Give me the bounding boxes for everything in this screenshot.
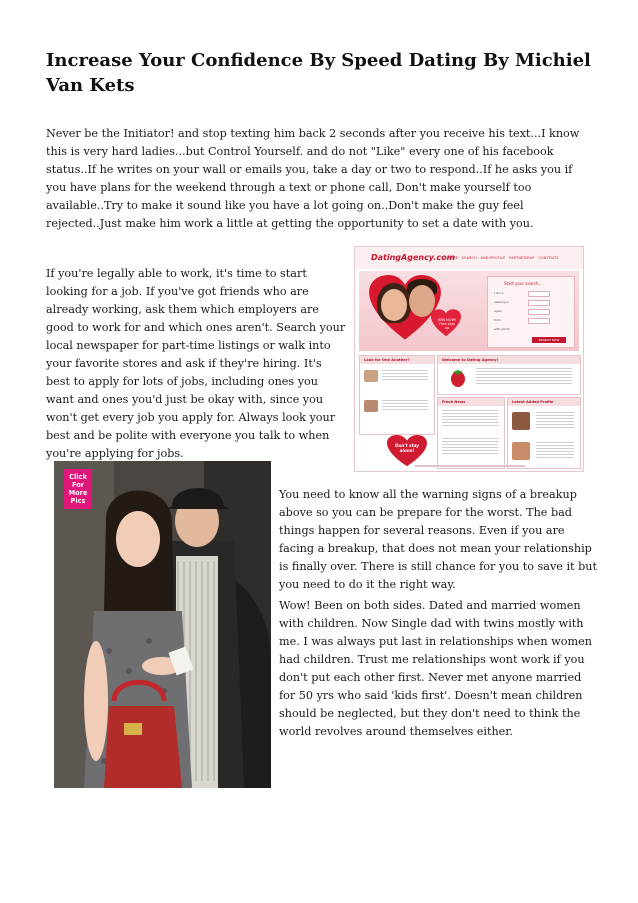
dating-agency-image: [354, 246, 584, 472]
dating-logo: DatingAgency.com: [371, 253, 455, 262]
latest-panel: [507, 397, 581, 469]
welcome-panel-heading: Welcome to Dating Agency!: [438, 356, 580, 364]
badge-line: Click: [69, 473, 87, 481]
latest-panel-heading: Latest Added Profile: [508, 398, 580, 406]
dating-footer: [415, 465, 525, 467]
badge-line: For: [71, 481, 85, 489]
welcome-panel: [437, 355, 581, 395]
search-now-button: SEARCH NOW: [532, 337, 566, 343]
look-panel-heading: Look for One Another?: [360, 356, 434, 364]
news-panel-heading: Fresh News: [438, 398, 504, 406]
badge-line: More: [68, 489, 88, 497]
paragraph-breakup: You need to know all the warning signs of a breakup above so you can be prepare for the worst. The bad things happen for several reasons. Even if you are facing a breakup, that does not mean your relationship is finally over. There is still chance for you to save it but you need to do it the right way.: [279, 488, 597, 591]
page-title: Increase Your Confidence By Speed Dating By Michiel Van Kets: [46, 50, 591, 96]
search-row-label: with photo: [494, 327, 510, 331]
profile-thumb: [512, 442, 530, 460]
photo-illustration: [54, 461, 271, 788]
search-row-label: from: [494, 318, 501, 322]
text-lines: [536, 442, 574, 458]
dating-search-box: [487, 276, 575, 348]
search-row-label: aged: [494, 309, 502, 313]
paragraph-single-dad: Wow! Been on both sides. Dated and married women with children. Now Single dad with twins mostly with me. I was always put last in relationships when women had children. Trust me relationships wont work if you don't put each other first. Never met anyone married for 50 yrs who said 'kids first'. Doesn't mean children should be neglected, but they don't need to think the world revolves around themselves either.: [279, 599, 592, 738]
paragraph-initiator: Never be the Initiator! and stop texting him back 2 seconds after you receive his text...I know this is very hard ladies...but Control Yourself. and do not "Like" every one of his facebook status..If he writes on your wall or emails you, take a day or two to respond..If he asks you if you have plans for the weekend through a text or phone call, Don't make yourself too available..Try to make it sound like you have a lot going on..Don't make the guy feel rejected..Just make him work a little at getting the opportunity to set a date with you.: [46, 127, 580, 230]
text-lines: [442, 438, 498, 454]
celebrity-photo: [54, 461, 271, 788]
search-row-field: [528, 300, 550, 306]
search-row-label: I am a: [494, 291, 504, 295]
text-lines: [536, 412, 574, 428]
news-panel: [437, 397, 505, 469]
text-lines: [476, 368, 572, 386]
paragraph-job: If you're legally able to work, it's time to start looking for a job. If you've got friends who are already working, ask them which employers are good to work for and which ones aren't. Search your local newspaper for part-time listings or walk into your favorite stores and ask if they're hiring. It's best to apply for lots of jobs, including ones you want and ones you'd just be okay with, since you won't get every job you apply for. Always look your best and be polite with everyone you talk to when you're applying for jobs.: [46, 267, 346, 460]
profile-thumb: [512, 412, 530, 430]
profile-thumb: [364, 400, 378, 412]
text-lines: [382, 400, 428, 412]
profile-thumb: [364, 370, 378, 382]
search-box-title: Start your search...: [504, 281, 543, 286]
dont-stay-label: Don't stay alone!: [395, 443, 419, 453]
text-lines: [442, 410, 498, 426]
look-panel: [359, 355, 435, 435]
strawberry-icon: [448, 368, 468, 388]
join-now-label: JOIN NOW! Free sign up: [437, 318, 457, 330]
badge-line: Pics: [70, 497, 86, 505]
search-row-label: seeking a: [494, 300, 509, 304]
dating-nav: HOME · SEARCH · AND PROFILE · PARTNERSHIP · CONTENTS: [447, 256, 559, 260]
text-lines: [382, 370, 428, 382]
couple-woman-face: [381, 289, 407, 321]
search-row-field: [528, 291, 550, 297]
click-for-more-pics-badge[interactable]: [64, 469, 92, 509]
search-row-field: [528, 309, 550, 315]
search-row-field: [528, 318, 550, 324]
dating-hero: [359, 271, 579, 351]
